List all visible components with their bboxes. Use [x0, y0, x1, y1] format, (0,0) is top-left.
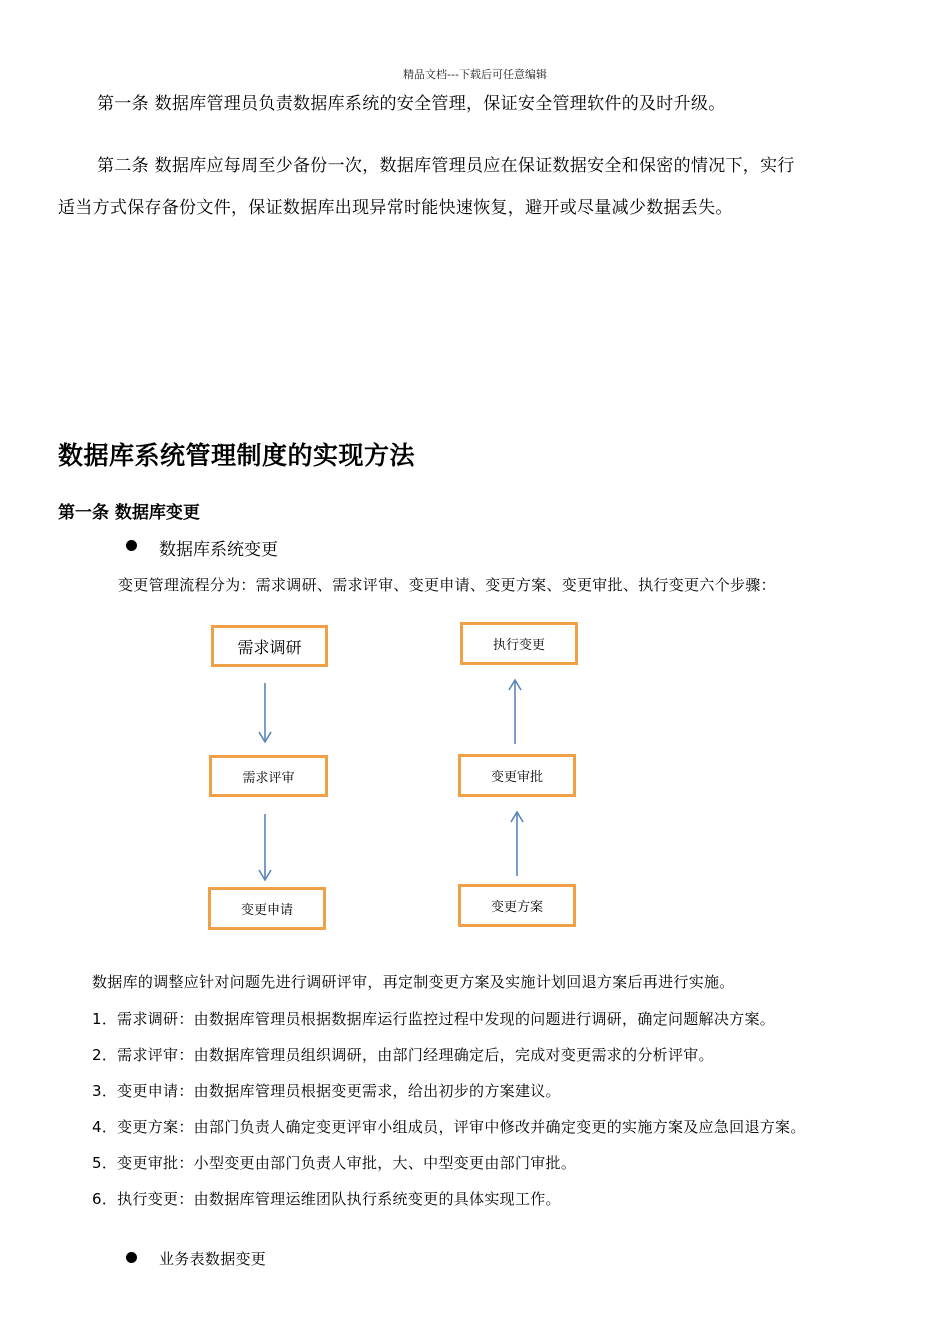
process-intro: 变更管理流程分为：需求调研、需求评审、变更申请、变更方案、变更审批、执行变更六个步骤： — [118, 576, 776, 594]
section-title: 数据库系统管理制度的实现方法 — [58, 441, 416, 470]
flow-step-requirement-research: 需求调研 — [211, 625, 328, 667]
step-item-4: 4．变更方案：由部门负责人确定变更评审小组成员，评审中修改并确定变更的实施方案及应急回退方案。 — [92, 1118, 806, 1136]
article-1-heading: 第一条 数据库变更 — [58, 503, 200, 523]
flow-step-execute-change: 执行变更 — [460, 622, 578, 665]
bullet-system-change: 数据库系统变更 — [159, 540, 278, 560]
step-item-1: 1．需求调研：由数据库管理员根据数据库运行监控过程中发现的问题进行调研，确定问题解决方案。 — [92, 1010, 776, 1028]
header-note: 精品文档---下载后可任意编辑 — [403, 68, 547, 81]
step-item-6: 6．执行变更：由数据库管理运维团队执行系统变更的具体实现工作。 — [92, 1190, 561, 1208]
step-item-5: 5．变更审批：小型变更由部门负责人审批，大、中型变更由部门审批。 — [92, 1154, 577, 1172]
adjust-note: 数据库的调整应针对问题先进行调研评审，再定制变更方案及实施计划回退方案后再进行实施。 — [92, 973, 735, 991]
flow-step-change-request: 变更申请 — [208, 887, 326, 930]
article-2-text-line2: 适当方式保存备份文件，保证数据库出现异常时能快速恢复，避开或尽量减少数据丢失。 — [58, 198, 733, 218]
flow-step-change-approval: 变更审批 — [458, 754, 576, 797]
step-item-3: 3．变更申请：由数据库管理员根据变更需求，给出初步的方案建议。 — [92, 1082, 561, 1100]
step-item-2: 2．需求评审：由数据库管理员组织调研，由部门经理确定后，完成对变更需求的分析评审。 — [92, 1046, 714, 1064]
flow-step-requirement-review: 需求评审 — [209, 755, 328, 797]
article-1-text: 第一条 数据库管理员负责数据库系统的安全管理，保证安全管理软件的及时升级。 — [97, 94, 726, 114]
bullet-icon — [126, 1252, 137, 1263]
flow-step-change-plan: 变更方案 — [458, 884, 576, 927]
bullet-table-data-change: 业务表数据变更 — [159, 1250, 267, 1268]
article-2-text-line1: 第二条 数据库应每周至少备份一次，数据库管理员应在保证数据安全和保密的情况下，实行 — [97, 156, 795, 176]
